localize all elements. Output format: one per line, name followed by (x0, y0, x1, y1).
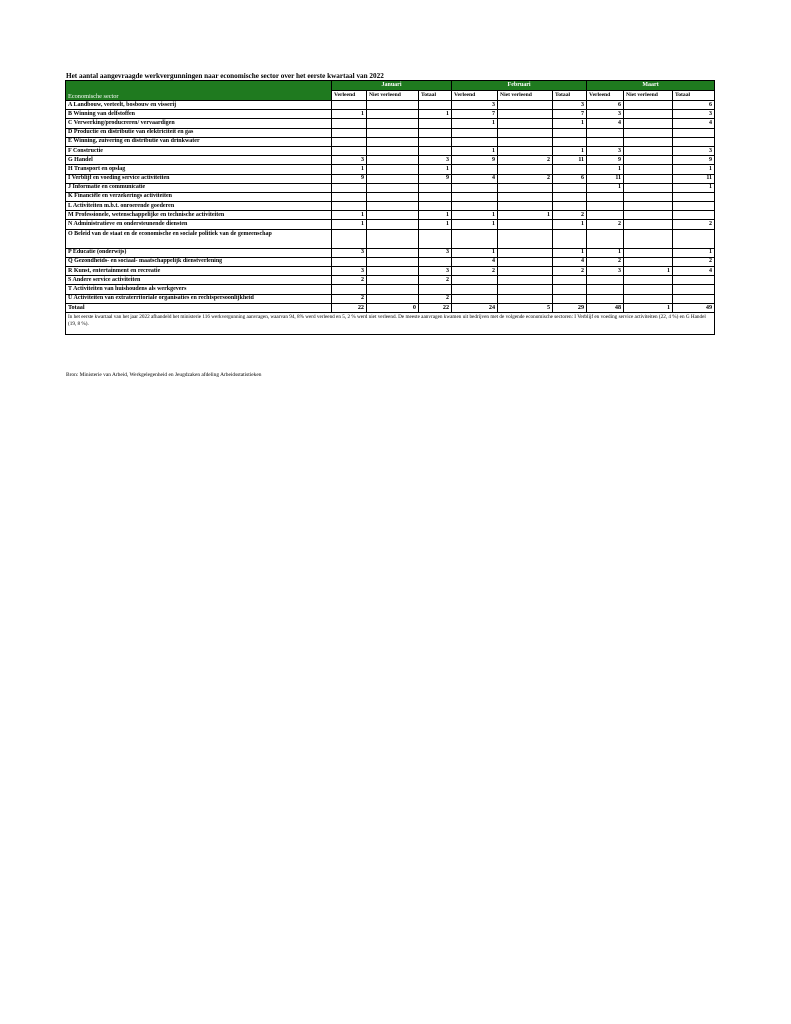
table-cell (498, 202, 553, 211)
table-cell: 1 (553, 146, 587, 155)
table-cell (624, 294, 673, 303)
summary-note: In het eerste kwartaal van het jaar 2022 afhandeld het ministerie 116 werkvergunning aanvragen, waarvan 94, 8% werd verleend en 5, 2 % werd niet verleend. De meeste aanvragen kwamen uit bedrijven met de volgende economische sectoren: I Verblijf en voeding service activiteiten (22, 4 %) en G Handel (19, 8 %). (66, 312, 715, 334)
total-row (66, 303, 715, 312)
table-cell (673, 229, 715, 248)
table-cell (624, 183, 673, 192)
table-cell: 3 (553, 101, 587, 110)
table-row (66, 285, 715, 294)
month-header-februari: Februari (452, 81, 587, 91)
table-cell: 1 (419, 220, 452, 229)
table-cell: 2 (587, 257, 624, 266)
table-cell: 1 (587, 248, 624, 257)
sector-label: U Activiteiten van extraterritoriale organisaties en rechtspersoonlijkheid (66, 294, 332, 303)
table-cell (367, 257, 419, 266)
table-cell (452, 128, 498, 137)
table-cell (587, 285, 624, 294)
table-cell: 1 (673, 248, 715, 257)
table-cell: 1 (332, 220, 367, 229)
table-cell (624, 137, 673, 146)
table-row (66, 119, 715, 128)
subcol-header: Totaal (673, 91, 715, 101)
table-cell (498, 165, 553, 174)
work-permits-table-wrapper (65, 80, 714, 335)
table-cell: 2 (587, 220, 624, 229)
table-cell (553, 294, 587, 303)
sector-label: L Activiteiten m.b.t. onroerende goederen (66, 202, 332, 211)
sector-label: G Handel (66, 156, 332, 165)
table-row (66, 146, 715, 155)
table-cell (624, 285, 673, 294)
work-permits-table (65, 80, 715, 335)
table-cell (498, 137, 553, 146)
table-cell (553, 276, 587, 285)
table-cell (419, 137, 452, 146)
table-cell (673, 285, 715, 294)
subcol-header: Totaal (419, 91, 452, 101)
table-cell: 1 (452, 248, 498, 257)
table-cell (673, 137, 715, 146)
table-cell: 4 (673, 119, 715, 128)
sector-label: B Winning van delfstoffen (66, 110, 332, 119)
table-cell (367, 229, 419, 248)
table-cell: 1 (452, 211, 498, 220)
table-cell: 11 (673, 174, 715, 183)
table-cell (498, 267, 553, 276)
sector-label: P Educatie (onderwijs) (66, 248, 332, 257)
table-cell (624, 229, 673, 248)
table-cell (553, 229, 587, 248)
table-cell (553, 183, 587, 192)
table-cell (587, 192, 624, 201)
table-cell: 3 (419, 156, 452, 165)
subcol-header: Totaal (553, 91, 587, 101)
table-cell (673, 211, 715, 220)
table-cell (367, 119, 419, 128)
table-cell: 2 (553, 211, 587, 220)
month-header-maart: Maart (587, 81, 715, 91)
table-cell (587, 294, 624, 303)
table-cell (452, 276, 498, 285)
table-cell (332, 128, 367, 137)
table-cell (452, 183, 498, 192)
month-header-januari: Januari (332, 81, 452, 91)
table-cell (624, 202, 673, 211)
table-cell (419, 119, 452, 128)
table-cell (624, 248, 673, 257)
table-cell (498, 248, 553, 257)
table-cell: 4 (452, 257, 498, 266)
table-cell (624, 174, 673, 183)
table-cell (452, 202, 498, 211)
table-cell (553, 285, 587, 294)
table-cell (498, 128, 553, 137)
table-cell: 1 (332, 165, 367, 174)
table-cell (498, 257, 553, 266)
table-cell (367, 192, 419, 201)
table-cell (367, 248, 419, 257)
table-cell: 3 (452, 101, 498, 110)
table-cell (367, 101, 419, 110)
table-cell: 4 (587, 119, 624, 128)
table-cell: 2 (419, 294, 452, 303)
sector-column-header: Economische sector (66, 81, 332, 101)
sector-label: O Beleid van de staat en de economische en sociale politiek van de gemeenschap (66, 229, 332, 248)
table-cell (419, 128, 452, 137)
table-cell (419, 229, 452, 248)
subcol-header: Verleend (587, 91, 624, 101)
sector-label: A Landbouw, veeteelt, bosbouw en visserij (66, 101, 332, 110)
table-cell: 2 (498, 174, 553, 183)
table-cell (332, 285, 367, 294)
table-cell (452, 137, 498, 146)
table-cell: 1 (673, 165, 715, 174)
table-cell (498, 101, 553, 110)
total-cell: 29 (553, 303, 587, 312)
table-cell (587, 211, 624, 220)
table-cell (624, 276, 673, 285)
total-cell: 22 (419, 303, 452, 312)
table-cell: 1 (587, 183, 624, 192)
total-cell: 24 (452, 303, 498, 312)
sector-label: N Administratieve en ondersteunende diensten (66, 220, 332, 229)
table-row (66, 248, 715, 257)
table-cell: 1 (332, 211, 367, 220)
table-row (66, 211, 715, 220)
table-cell: 1 (452, 220, 498, 229)
table-cell (332, 137, 367, 146)
table-cell (452, 294, 498, 303)
table-cell (553, 202, 587, 211)
table-cell (553, 128, 587, 137)
table-cell (624, 101, 673, 110)
table-cell (332, 192, 367, 201)
table-row (66, 294, 715, 303)
table-cell (553, 137, 587, 146)
table-cell (419, 202, 452, 211)
table-cell (452, 165, 498, 174)
table-cell: 9 (419, 174, 452, 183)
table-cell: 11 (587, 174, 624, 183)
table-cell: 1 (553, 119, 587, 128)
table-cell (673, 276, 715, 285)
table-row (66, 156, 715, 165)
table-cell (498, 183, 553, 192)
subcol-header: Niet verleend (498, 91, 553, 101)
table-cell (673, 202, 715, 211)
table-cell: 1 (332, 110, 367, 119)
table-cell (498, 276, 553, 285)
total-cell: 5 (498, 303, 553, 312)
table-cell: 1 (553, 248, 587, 257)
total-cell: 1 (624, 303, 673, 312)
subcol-header: Verleend (452, 91, 498, 101)
table-cell: 6 (553, 174, 587, 183)
table-cell (419, 183, 452, 192)
sector-label: J Informatie en communicatie (66, 183, 332, 192)
sector-label: S Andere service activiteiten (66, 276, 332, 285)
sector-label: R Kunst, entertainment en recreatie (66, 267, 332, 276)
table-cell: 3 (419, 267, 452, 276)
table-cell: 2 (452, 267, 498, 276)
table-body (66, 101, 715, 304)
table-row (66, 165, 715, 174)
table-cell (624, 119, 673, 128)
table-cell (498, 192, 553, 201)
table-cell: 1 (419, 165, 452, 174)
table-cell: 1 (452, 146, 498, 155)
table-cell: 7 (452, 110, 498, 119)
total-label: Totaal (66, 303, 332, 312)
table-cell (367, 285, 419, 294)
table-row (66, 229, 715, 248)
table-cell (367, 220, 419, 229)
table-cell (367, 128, 419, 137)
sector-label: D Productie en distributie van elektriciteit en gas (66, 128, 332, 137)
table-cell: 2 (498, 156, 553, 165)
table-cell (498, 294, 553, 303)
table-cell (624, 257, 673, 266)
table-cell: 7 (553, 110, 587, 119)
total-cell: 0 (367, 303, 419, 312)
table-cell: 6 (587, 101, 624, 110)
table-cell: 9 (452, 156, 498, 165)
table-row (66, 202, 715, 211)
table-cell (367, 165, 419, 174)
table-cell: 6 (673, 101, 715, 110)
page-title: Het aantal aangevraagde werkvergunningen naar economische sector over het eerste kwartaal van 2022 (66, 72, 384, 80)
subcol-header: Niet verleend (624, 91, 673, 101)
table-cell (332, 119, 367, 128)
table-cell (332, 183, 367, 192)
table-cell: 9 (673, 156, 715, 165)
table-cell: 2 (332, 294, 367, 303)
subcol-header: Niet verleend (367, 91, 419, 101)
table-cell (367, 202, 419, 211)
month-header-row (66, 81, 715, 91)
table-cell (624, 220, 673, 229)
table-cell (419, 192, 452, 201)
table-cell: 1 (419, 110, 452, 119)
table-cell (367, 211, 419, 220)
table-cell: 4 (673, 267, 715, 276)
table-cell (419, 101, 452, 110)
table-cell: 4 (553, 257, 587, 266)
table-cell (332, 202, 367, 211)
table-cell (367, 174, 419, 183)
table-cell (367, 156, 419, 165)
table-cell (419, 285, 452, 294)
total-cell: 49 (673, 303, 715, 312)
table-cell (498, 119, 553, 128)
table-cell (498, 220, 553, 229)
table-cell: 4 (452, 174, 498, 183)
table-cell (624, 146, 673, 155)
sector-label: M Professionele, wetenschappelijke en technische activiteiten (66, 211, 332, 220)
table-row (66, 110, 715, 119)
table-cell (624, 128, 673, 137)
sector-label: H Transport en opslag (66, 165, 332, 174)
table-cell (498, 229, 553, 248)
table-cell: 2 (332, 276, 367, 285)
table-cell (367, 110, 419, 119)
table-cell: 2 (553, 267, 587, 276)
table-row (66, 137, 715, 146)
table-cell: 2 (673, 257, 715, 266)
table-row (66, 220, 715, 229)
total-cell: 48 (587, 303, 624, 312)
sector-label: I Verblijf en voeding service activiteiten (66, 174, 332, 183)
table-cell (624, 211, 673, 220)
table-cell (419, 257, 452, 266)
source-note: Bron: Ministerie van Arbeid, Werkgelegenheid en Jeugdzaken afdeling Arbeidsstatistieken (66, 372, 262, 378)
table-cell (332, 229, 367, 248)
table-cell (367, 276, 419, 285)
table-cell: 3 (673, 146, 715, 155)
sector-label: Q Gezondheids- en sociaal- maatschappelijk dienstverlening (66, 257, 332, 266)
table-cell: 3 (332, 248, 367, 257)
table-cell: 3 (332, 267, 367, 276)
table-cell (367, 267, 419, 276)
table-cell (498, 110, 553, 119)
table-row (66, 183, 715, 192)
table-cell (452, 229, 498, 248)
table-cell (452, 192, 498, 201)
table-cell (624, 156, 673, 165)
sector-label: C Verwerking/producreren/ vervaardigen (66, 119, 332, 128)
table-cell: 1 (498, 211, 553, 220)
table-cell: 2 (419, 276, 452, 285)
sector-label: T Activiteiten van huishoudens als werkgevers (66, 285, 332, 294)
table-cell (553, 165, 587, 174)
table-cell: 3 (587, 146, 624, 155)
subcol-header: Verleend (332, 91, 367, 101)
table-cell (332, 146, 367, 155)
table-cell (624, 192, 673, 201)
table-cell: 3 (332, 156, 367, 165)
table-cell: 1 (452, 119, 498, 128)
table-row (66, 276, 715, 285)
table-cell (332, 101, 367, 110)
table-cell: 2 (673, 220, 715, 229)
table-cell (587, 276, 624, 285)
table-cell: 3 (587, 110, 624, 119)
table-cell (673, 294, 715, 303)
table-row (66, 128, 715, 137)
table-cell (553, 192, 587, 201)
table-row (66, 267, 715, 276)
note-row (66, 312, 715, 334)
table-cell (452, 285, 498, 294)
total-cell: 22 (332, 303, 367, 312)
sector-label: K Financiële en verzekerings activiteiten (66, 192, 332, 201)
table-cell (332, 257, 367, 266)
table-cell: 9 (332, 174, 367, 183)
table-row (66, 192, 715, 201)
table-cell: 3 (419, 248, 452, 257)
table-cell (673, 192, 715, 201)
table-cell (419, 146, 452, 155)
table-cell (498, 285, 553, 294)
table-cell (673, 128, 715, 137)
table-cell: 1 (624, 267, 673, 276)
table-cell (367, 183, 419, 192)
table-cell (367, 137, 419, 146)
sector-label: E Winning, zuivering en distributie van drinkwater (66, 137, 332, 146)
table-cell: 1 (419, 211, 452, 220)
table-cell (587, 137, 624, 146)
sector-label: F Constructie (66, 146, 332, 155)
table-cell: 3 (673, 110, 715, 119)
table-cell: 1 (587, 165, 624, 174)
table-cell (624, 110, 673, 119)
table-cell: 3 (587, 267, 624, 276)
table-cell: 11 (553, 156, 587, 165)
table-cell (498, 146, 553, 155)
table-cell: 1 (673, 183, 715, 192)
table-cell: 9 (587, 156, 624, 165)
table-cell (587, 229, 624, 248)
table-cell (367, 294, 419, 303)
table-cell (587, 128, 624, 137)
table-row (66, 101, 715, 110)
table-row (66, 257, 715, 266)
table-cell (587, 202, 624, 211)
table-cell (367, 146, 419, 155)
table-row (66, 174, 715, 183)
table-cell: 1 (553, 220, 587, 229)
table-cell (624, 165, 673, 174)
